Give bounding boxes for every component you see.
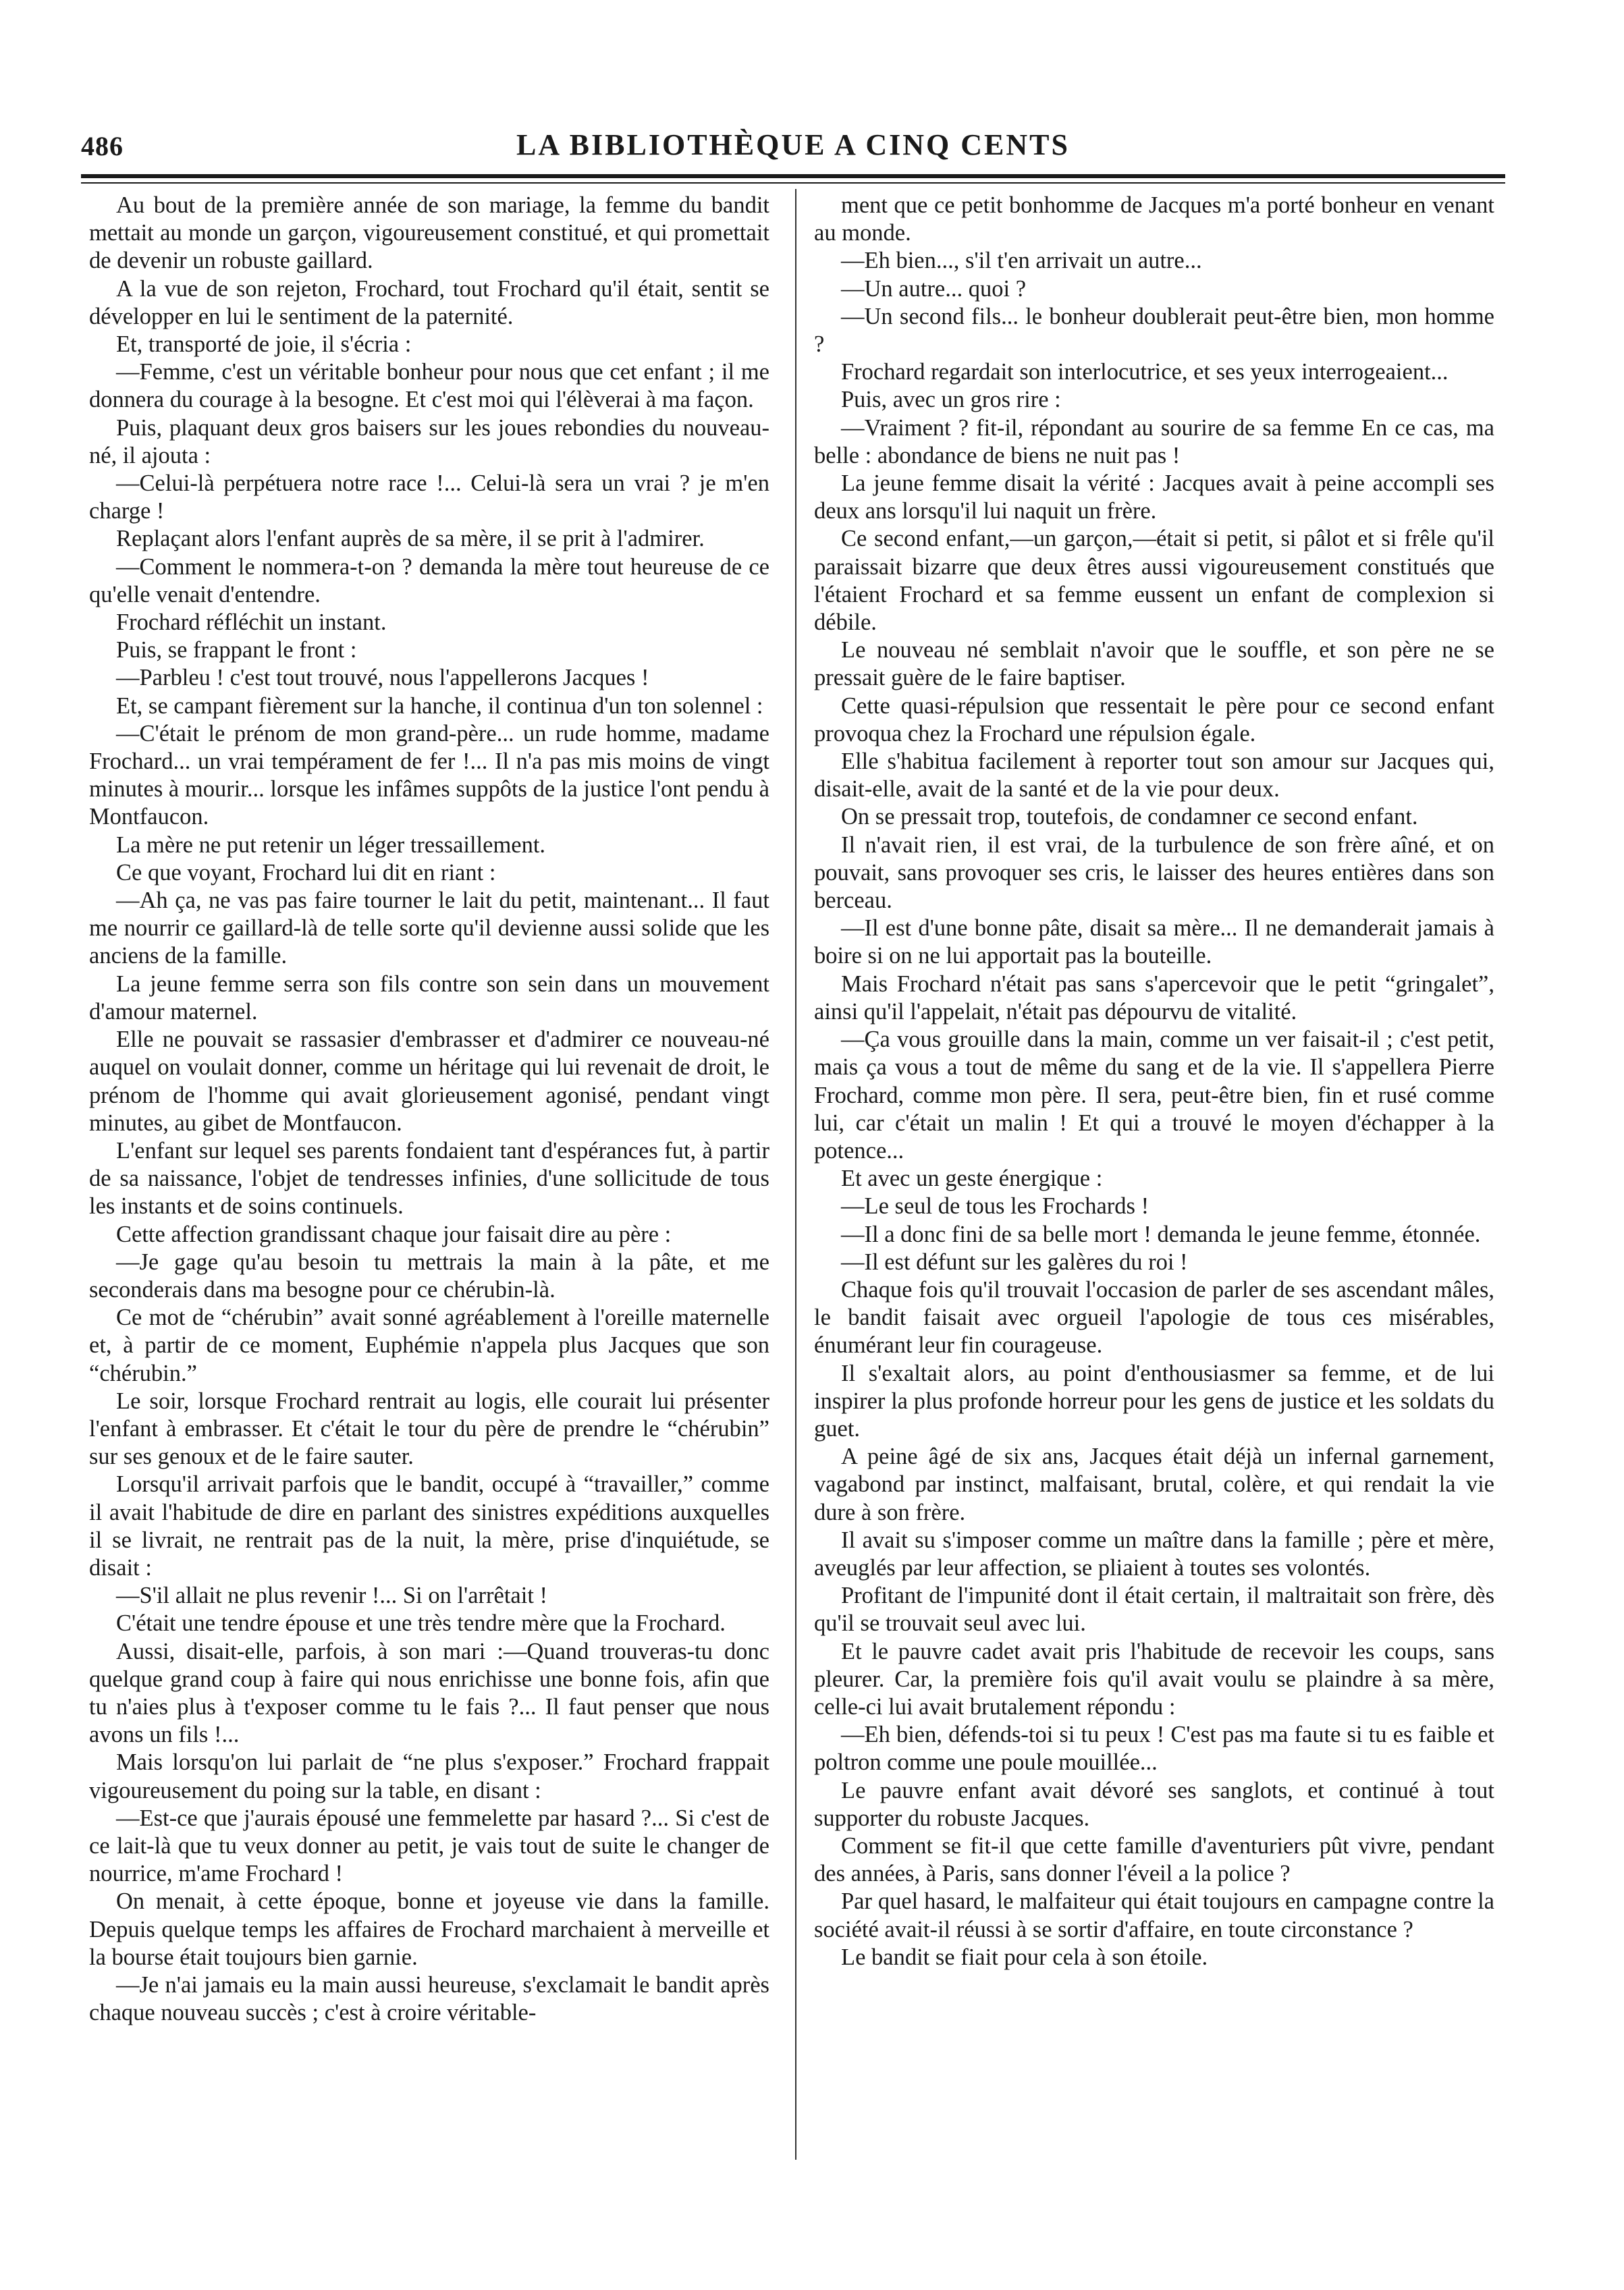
paragraph: Le nouveau né semblait n'avoir que le souffle, et son père ne se pressait guère de le faire baptiser. — [814, 637, 1494, 691]
paragraph: Le pauvre enfant avait dévoré ses sanglots, et continué à tout supporter du robuste Jacques. — [814, 1777, 1494, 1831]
paragraph: —Est-ce que j'aurais épousé une femmelette par hasard ?... Si c'est de ce lait-là que tu veux donner au petit, je vais tout de suite le changer de nourrice, m'ame Frochard ! — [89, 1805, 769, 1887]
paragraph: —Je gage qu'au besoin tu mettrais la main à la pâte, et me seconderais dans ma besogne pour ce chérubin-là. — [89, 1249, 769, 1303]
paragraph: —Parbleu ! c'est tout trouvé, nous l'appellerons Jacques ! — [116, 665, 649, 691]
paragraph: —Un second fils... le bonheur doublerait peut-être bien, mon homme ? — [814, 303, 1494, 358]
paragraph: Et, transporté de joie, il s'écria : — [116, 331, 412, 358]
paragraph: A la vue de son rejeton, Frochard, tout Frochard qu'il était, sentit se développer en lui le sentiment de la paternité. — [89, 275, 769, 329]
paragraph: Par quel hasard, le malfaiteur qui était toujours en campagne contre la société avait-il réussi à se sortir d'affaire, en toute circonstance ? — [814, 1888, 1494, 1942]
paragraph: Ce que voyant, Frochard lui dit en riant : — [116, 859, 496, 885]
paragraph: On se pressait trop, toutefois, de condamner ce second enfant. — [841, 804, 1418, 830]
paragraph: La jeune femme disait la vérité : Jacques avait à peine accompli ses deux ans lorsqu'il lui naquit un frère. — [814, 470, 1494, 524]
paragraph: Cette affection grandissant chaque jour faisait dire au père : — [116, 1221, 672, 1247]
paragraph: La jeune femme serra son fils contre son sein dans un mouvement d'amour maternel. — [89, 971, 769, 1025]
paragraph: Au bout de la première année de son mariage, la femme du bandit mettait au monde un garçon, vigoureusement constitué, et qui promettait de devenir un robuste gaillard. — [89, 192, 769, 274]
paragraph: Il n'avait rien, il est vrai, de la turbulence de son frère aîné, et on pouvait, sans provoquer ses cris, le laisser des heures entières dans son berceau. — [814, 832, 1494, 914]
paragraph: —Ça vous grouille dans la main, comme un ver faisait-il ; c'est petit, mais ça vous a tout de même du sang et de la vie. Il s'appellera Pierre Frochard, comme mon père. Il sera, peut-être bien, fin et rusé comme lui, car c'était un malin ! Et qui a trouvé le moyen d'échapper à la potence... — [814, 1027, 1494, 1164]
running-title: LA BIBLIOTHÈQUE A CINQ CENTS — [516, 128, 1070, 161]
paragraph: —Comment le nommera-t-on ? demanda la mère tout heureuse de ce qu'elle venait d'entendre. — [89, 553, 769, 607]
paragraph: Et le pauvre cadet avait pris l'habitude de recevoir les coups, sans pleurer. Car, la première fois qu'il avait voulu se plaindre à sa mère, celle-ci lui avait brutalement répondu : — [814, 1638, 1494, 1720]
paragraph: Le soir, lorsque Frochard rentrait au logis, elle courait lui présenter l'enfant à embrasser. Et c'était le tour du père de prendre le “chérubin” sur ses genoux et de le faire sauter. — [89, 1388, 769, 1470]
paragraph: On menait, à cette époque, bonne et joyeuse vie dans la famille. Depuis quelque temps les affaires de Frochard marchaient à merveille et la bourse était toujours bien garnie. — [89, 1888, 769, 1970]
paragraph: Comment se fit-il que cette famille d'aventuriers pût vivre, pendant des années, à Paris, sans donner l'éveil a la police ? — [814, 1832, 1494, 1887]
paragraph: Et, se campant fièrement sur la hanche, il continua d'un ton solennel : — [116, 692, 763, 719]
paragraph: —Ah ça, ne vas pas faire tourner le lait du petit, maintenant... Il faut me nourrir ce gaillard-là de telle sorte qu'il devienne aussi solide que les anciens de la famille. — [89, 888, 769, 969]
paragraph: —Je n'ai jamais eu la main aussi heureuse, s'exclamait le bandit après chaque nouveau succès ; c'est à croire véritable- — [89, 1972, 769, 2026]
left-column — [89, 192, 769, 2027]
paragraph: —Il est d'une bonne pâte, disait sa mère... Il ne demanderait jamais à boire si on ne lui apportait pas la bouteille. — [814, 915, 1494, 969]
paragraph: Mais Frochard n'était pas sans s'apercevoir que le petit “gringalet”, ainsi qu'il l'appelait, n'était pas dépourvu de vitalité. — [814, 971, 1494, 1025]
paragraph: Replaçant alors l'enfant auprès de sa mère, il se prit à l'admirer. — [116, 526, 705, 552]
paragraph: Chaque fois qu'il trouvait l'occasion de parler de ses ascendant mâles, le bandit faisait avec orgueil l'apologie de tous ces misérables, énumérant leur fin courageuse. — [814, 1276, 1494, 1359]
paragraph: Mais lorsqu'on lui parlait de “ne plus s'exposer.” Frochard frappait vigoureusement du poing sur la table, en disant : — [89, 1749, 769, 1803]
paragraph: Frochard regardait son interlocutrice, et ses yeux interrogeaient... — [841, 359, 1449, 385]
paragraph: Puis, avec un gros rire : — [841, 387, 1061, 413]
paragraph: —Un autre... quoi ? — [841, 275, 1027, 302]
header-rule-thin — [81, 182, 1505, 184]
paragraph: —C'était le prénom de mon grand-père... un rude homme, madame Frochard... un vrai tempérament de fer !... Il n'a pas mis moins de vingt minutes à mourir... lorsque les infâmes suppôts de la justice l'ont pendu à Montfaucon. — [89, 720, 769, 830]
paragraph: Lorsqu'il arrivait parfois que le bandit, occupé à “travailler,” comme il avait l'habitude de dire en parlant des sinistres expéditions auxquelles il se livrait, ne rentrait pas de la nuit, la mère, prise d'inquiétude, se disait : — [89, 1471, 769, 1581]
paragraph: Ce second enfant,—un garçon,—était si petit, si pâlot et si frêle qu'il paraissait bizarre que deux êtres aussi vigoureusement constitués que l'étaient Frochard et sa femme eussent un enfant de complexion si débile. — [814, 526, 1494, 636]
paragraph: Et avec un geste énergique : — [841, 1166, 1103, 1192]
right-column — [814, 192, 1494, 1971]
paragraph: Il s'exaltait alors, au point d'enthousiasmer sa femme, et de lui inspirer la plus profonde horreur pour les gens de justice et les soldats du guet. — [814, 1360, 1494, 1442]
column-divider — [795, 189, 796, 2160]
page-number: 486 — [81, 131, 124, 161]
paragraph: Puis, se frappant le front : — [116, 637, 357, 663]
paragraph: —Le seul de tous les Frochards ! — [841, 1193, 1149, 1220]
header-rule-thick — [81, 174, 1505, 178]
paragraph: A peine âgé de six ans, Jacques était déjà un infernal garnement, vagabond par instinct, malfaisant, brutal, colère, et qui rendait la vie dure à son frère. — [814, 1444, 1494, 1525]
paragraph: —Celui-là perpétuera notre race !... Celui-là sera un vrai ? je m'en charge ! — [89, 470, 769, 524]
paragraph: ment que ce petit bonhomme de Jacques m'a porté bonheur en venant au monde. — [814, 192, 1494, 246]
paragraph: Cette quasi-répulsion que ressentait le père pour ce second enfant provoqua chez la Frochard une répulsion égale. — [814, 692, 1494, 746]
paragraph: Le bandit se fiait pour cela à son étoile. — [841, 1944, 1208, 1970]
paragraph: Aussi, disait-elle, parfois, à son mari :—Quand trouveras-tu donc quelque grand coup à faire qui nous enrichisse une bonne fois, afin que tu n'aies plus à t'exposer comme tu le fais ?... Il faut penser que nous avons un fils !... — [89, 1638, 769, 1748]
paragraph: Frochard réfléchit un instant. — [116, 609, 387, 636]
paragraph: —Eh bien..., s'il t'en arrivait un autre... — [841, 248, 1202, 274]
paragraph: Elle ne pouvait se rassasier d'embrasser et d'admirer ce nouveau-né auquel on voulait donner, comme un héritage qui lui revenait de droit, le prénom de l'homme qui avait glorieusement agonisé, pendant vingt minutes, au gibet de Montfaucon. — [89, 1027, 769, 1136]
paragraph: Il avait su s'imposer comme un maître dans la famille ; père et mère, aveuglés par leur affection, se pliaient à toutes ses volontés. — [814, 1527, 1494, 1581]
paragraph: Puis, plaquant deux gros baisers sur les joues rebondies du nouveau-né, il ajouta : — [89, 414, 769, 468]
paragraph: —Il est défunt sur les galères du roi ! — [841, 1249, 1188, 1275]
paragraph: Profitant de l'impunité dont il était certain, il maltraitait son frère, dès qu'il se trouvait seul avec lui. — [814, 1583, 1494, 1637]
paragraph: La mère ne put retenir un léger tressaillement. — [116, 832, 546, 858]
paragraph: —S'il allait ne plus revenir !... Si on l'arrêtait ! — [116, 1583, 548, 1609]
paragraph: C'était une tendre épouse et une très tendre mère que la Frochard. — [116, 1610, 726, 1637]
paragraph: —Femme, c'est un véritable bonheur pour nous que cet enfant ; il me donnera du courage à la besogne. Et c'est moi qui l'élèverai à ma façon. — [89, 359, 769, 413]
paragraph: Elle s'habitua facilement à reporter tout son amour sur Jacques qui, disait-elle, avait de la santé et de la vie pour deux. — [814, 748, 1494, 802]
paragraph: L'enfant sur lequel ses parents fondaient tant d'espérances fut, à partir de sa naissance, l'objet de tendresses infinies, d'une sollicitude de tous les instants et de soins continuels. — [89, 1137, 769, 1220]
paragraph: —Vraiment ? fit-il, répondant au sourire de sa femme En ce cas, ma belle : abondance de biens ne nuit pas ! — [814, 414, 1494, 468]
paragraph: —Il a donc fini de sa belle mort ! demanda le jeune femme, étonnée. — [841, 1221, 1481, 1247]
paragraph: Ce mot de “chérubin” avait sonné agréablement à l'oreille maternelle et, à partir de ce moment, Euphémie n'appela plus Jacques que son “chérubin.” — [89, 1305, 769, 1386]
paragraph: —Eh bien, défends-toi si tu peux ! C'est pas ma faute si tu es faible et poltron comme une poule mouillée... — [814, 1722, 1494, 1776]
page-header — [81, 118, 1505, 172]
